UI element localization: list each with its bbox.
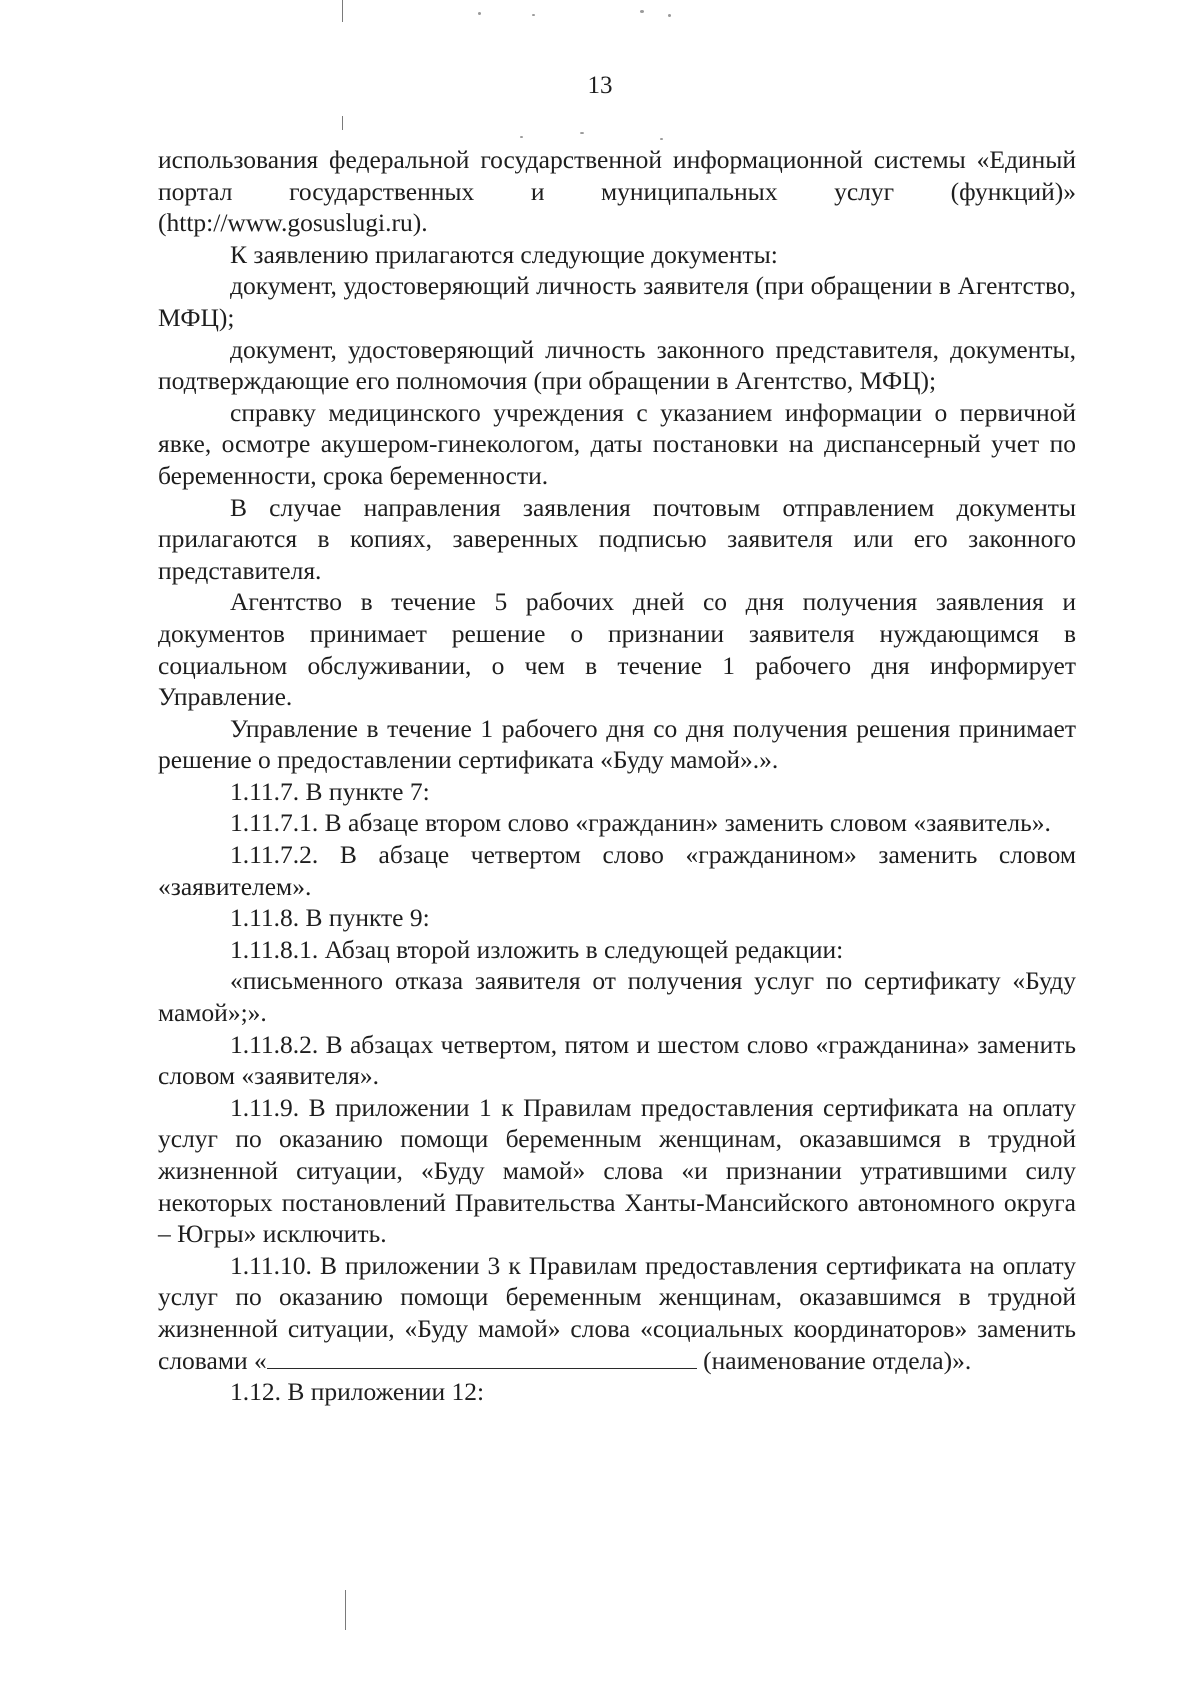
scan-speck xyxy=(668,14,671,17)
scan-speck xyxy=(660,138,663,140)
item-1-11-10 xyxy=(158,1250,1076,1376)
document-body xyxy=(158,144,1076,1408)
item-1-11-9: 1.11.9. В приложении 1 к Правилам предоставления сертификата на оплату услуг по оказанию помощи беременным женщинам, оказавшимся в трудной жизненной ситуации, «Буду мамой» слова «и признании утратившими силу некоторых постановлений Правительства Ханты-Мансийского автономного округа – Югры» исключить. xyxy=(158,1092,1076,1249)
item-1-11-8: 1.11.8. В пункте 9: xyxy=(230,903,430,933)
blank-caption: (наименование отдела)». xyxy=(703,1345,972,1375)
department-name-blank-line xyxy=(267,1348,697,1369)
scan-mark-top xyxy=(342,0,343,22)
paragraph-gosuslugi-continuation: использования федеральной государственной информационной системы «Единый портал государственных и муниципальных услуг (функций)» (http://www.gosuslugi.ru). xyxy=(158,145,1076,238)
paragraph-representative-document: документ, удостоверяющий личность законного представителя, документы, подтверждающие его полномочия (при обращении в Агентство, МФЦ); xyxy=(158,334,1076,396)
scan-speck xyxy=(580,132,584,134)
scan-speck xyxy=(640,10,644,13)
quoted-refusal-text: «письменного отказа заявителя от получения услуг по сертификату «Буду мамой»;». xyxy=(158,966,1076,1028)
scan-speck xyxy=(532,14,535,16)
item-1-12: 1.12. В приложении 12: xyxy=(230,1377,485,1407)
scan-mark-bottom xyxy=(345,1590,346,1630)
scan-speck xyxy=(520,136,523,138)
paragraph-identity-document: документ, удостоверяющий личность заявителя (при обращении в Агентство, МФЦ); xyxy=(158,271,1076,332)
item-1-11-7-1: 1.11.7.1. В абзаце втором слово «гражданин» заменить словом «заявитель». xyxy=(230,808,1051,838)
item-1-11-10-text: 1.11.10. В приложении 3 к Правилам предоставления сертификата на оплату услуг по оказанию помощи беременным женщинам, оказавшимся в трудной жизненной ситуации, «Буду мамой» слова «социальных координаторов» заменить словами « xyxy=(158,1250,1076,1375)
paragraph-attached-documents-intro: К заявлению прилагаются следующие документы: xyxy=(230,239,778,269)
item-1-11-7-2: 1.11.7.2. В абзаце четвертом слово «гражданином» заменить словом «заявителем». xyxy=(158,840,1076,901)
paragraph-medical-certificate: справку медицинского учреждения с указанием информации о первичной явке, осмотре акушером-гинекологом, даты постановки на диспансерный учет по беременности, срока беременности. xyxy=(158,397,1076,490)
paragraph-department-decision: Управление в течение 1 рабочего дня со дня получения решения принимает решение о предоставлении сертификата «Буду мамой».». xyxy=(158,713,1076,775)
scan-mark-top-2 xyxy=(342,116,343,130)
item-1-11-7: 1.11.7. В пункте 7: xyxy=(230,776,430,806)
scan-speck xyxy=(478,12,481,15)
paragraph-postal-copies: В случае направления заявления почтовым отправлением документы прилагаются в копиях, заверенных подписью заявителя или его законного представителя. xyxy=(158,492,1076,585)
page-number: 13 xyxy=(587,72,613,99)
paragraph-agency-decision: Агентство в течение 5 рабочих дней со дня получения заявления и документов принимает решение о признании заявителя нуждающимся в социальном обслуживании, о чем в течение 1 рабочего дня информирует Управление. xyxy=(158,587,1076,712)
item-1-11-8-1: 1.11.8.1. Абзац второй изложить в следующей редакции: xyxy=(230,934,844,964)
item-1-11-8-2: 1.11.8.2. В абзацах четвертом, пятом и шестом слово «гражданина» заменить словом «заявителя». xyxy=(158,1029,1076,1091)
